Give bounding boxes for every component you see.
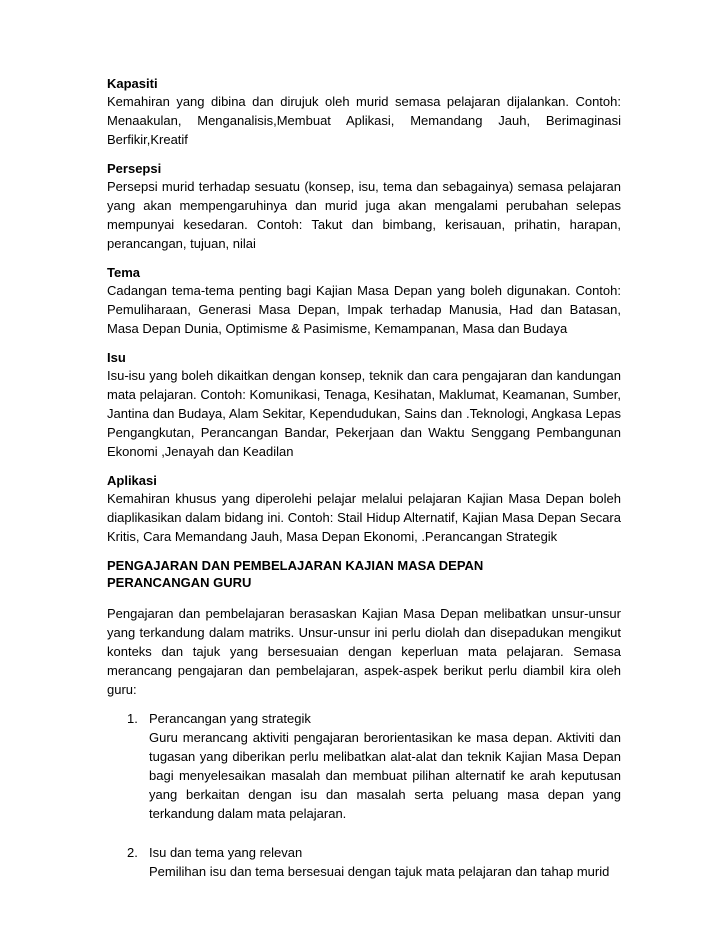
section-heading: Tema <box>107 265 140 280</box>
list-item-body: Pemilihan isu dan tema bersesuai dengan tajuk mata pelajaran dan tahap murid <box>149 864 610 879</box>
document-page <box>107 75 621 901</box>
section-kapasiti <box>107 75 621 149</box>
list-item-number: 2. <box>127 845 138 860</box>
list-item-title: Perancangan yang strategik <box>149 711 311 726</box>
section-text: Persepsi murid terhadap sesuatu (konsep, isu, tema dan sebagainya) semasa pelajaran yang akan mempengaruhinya dan murid juga akan mengalami perubahan selepas mempunyai kesedaran. Contoh: Takut dan bimbang, kerisauan, prihatin, harapan, perancangan, tujuan, nilai <box>107 179 621 251</box>
section-text: Isu-isu yang boleh dikaitkan dengan konsep, teknik dan cara pengajaran dan kandungan mata pelajaran. Contoh: Komunikasi, Tenaga, Kesihatan, Maklumat, Keamanan, Sumber, Jantina dan Budaya, Alam Sekitar, Kependudukan, Sains dan .Teknologi, Angkasa Lepas Pengangkutan, Perancangan Bandar, Pekerjaan dan Waktu Senggang Pembangunan Ekonomi ,Jenayah dan Keadilan <box>107 368 621 459</box>
section-text: Kemahiran yang dibina dan dirujuk oleh murid semasa pelajaran dijalankan. Contoh: Menaakulan, Menganalisis,Membuat Aplikasi, Memandang Jauh, Berimaginasi Berfikir,Kreatif <box>107 94 621 147</box>
list-item-title: Isu dan tema yang relevan <box>149 845 303 860</box>
list-item <box>107 709 621 823</box>
section-heading: Aplikasi <box>107 473 157 488</box>
section-heading: Kapasiti <box>107 76 158 91</box>
section-persepsi <box>107 160 621 253</box>
intro-paragraph: Pengajaran dan pembelajaran berasaskan Kajian Masa Depan melibatkan unsur-unsur yang terkandung dalam matriks. Unsur-unsur ini perlu diolah dan disepadukan mengikut konteks dan tajuk yang bersesuaian dengan keperluan mata pelajaran. Semasa merancang pengajaran dan pembelajaran, aspek-aspek berikut perlu diambil kira oleh guru: <box>107 606 621 697</box>
section-heading: Persepsi <box>107 161 162 176</box>
aspect-list <box>107 709 621 881</box>
section-text: Cadangan tema-tema penting bagi Kajian Masa Depan yang boleh digunakan. Contoh: Pemuliharaan, Generasi Masa Depan, Impak terhadap Manusia, Had dan Batasan, Masa Depan Dunia, Optimisme & Pasimisme, Kemampanan, Masa dan Budaya <box>107 283 621 336</box>
main-heading-line-2: PERANCANGAN GURU <box>107 575 252 590</box>
list-item-body: Guru merancang aktiviti pengajaran berorientasikan ke masa depan. Aktiviti dan tugasan yang diberikan perlu melibatkan alat-alat dan teknik Kajian Masa Depan bagi menyelesaikan masalah dan membuat pilihan alternatif ke arah keputusan yang berkaitan dengan isu dan masalah serta peluang masa depan yang terkandung dalam mata pelajaran. <box>149 730 621 821</box>
section-isu <box>107 349 621 461</box>
section-heading: Isu <box>107 350 126 365</box>
list-item-number: 1. <box>127 711 138 726</box>
main-heading-line-1: PENGAJARAN DAN PEMBELAJARAN KAJIAN MASA DEPAN <box>107 558 484 573</box>
main-heading <box>107 557 621 591</box>
section-tema <box>107 264 621 338</box>
list-item <box>107 843 621 881</box>
section-aplikasi <box>107 472 621 546</box>
section-text: Kemahiran khusus yang diperolehi pelajar melalui pelajaran Kajian Masa Depan boleh diaplikasikan dalam bidang ini. Contoh: Stail Hidup Alternatif, Kajian Masa Depan Secara Kritis, Cara Memandang Jauh, Masa Depan Ekonomi, .Perancangan Strategik <box>107 491 621 544</box>
